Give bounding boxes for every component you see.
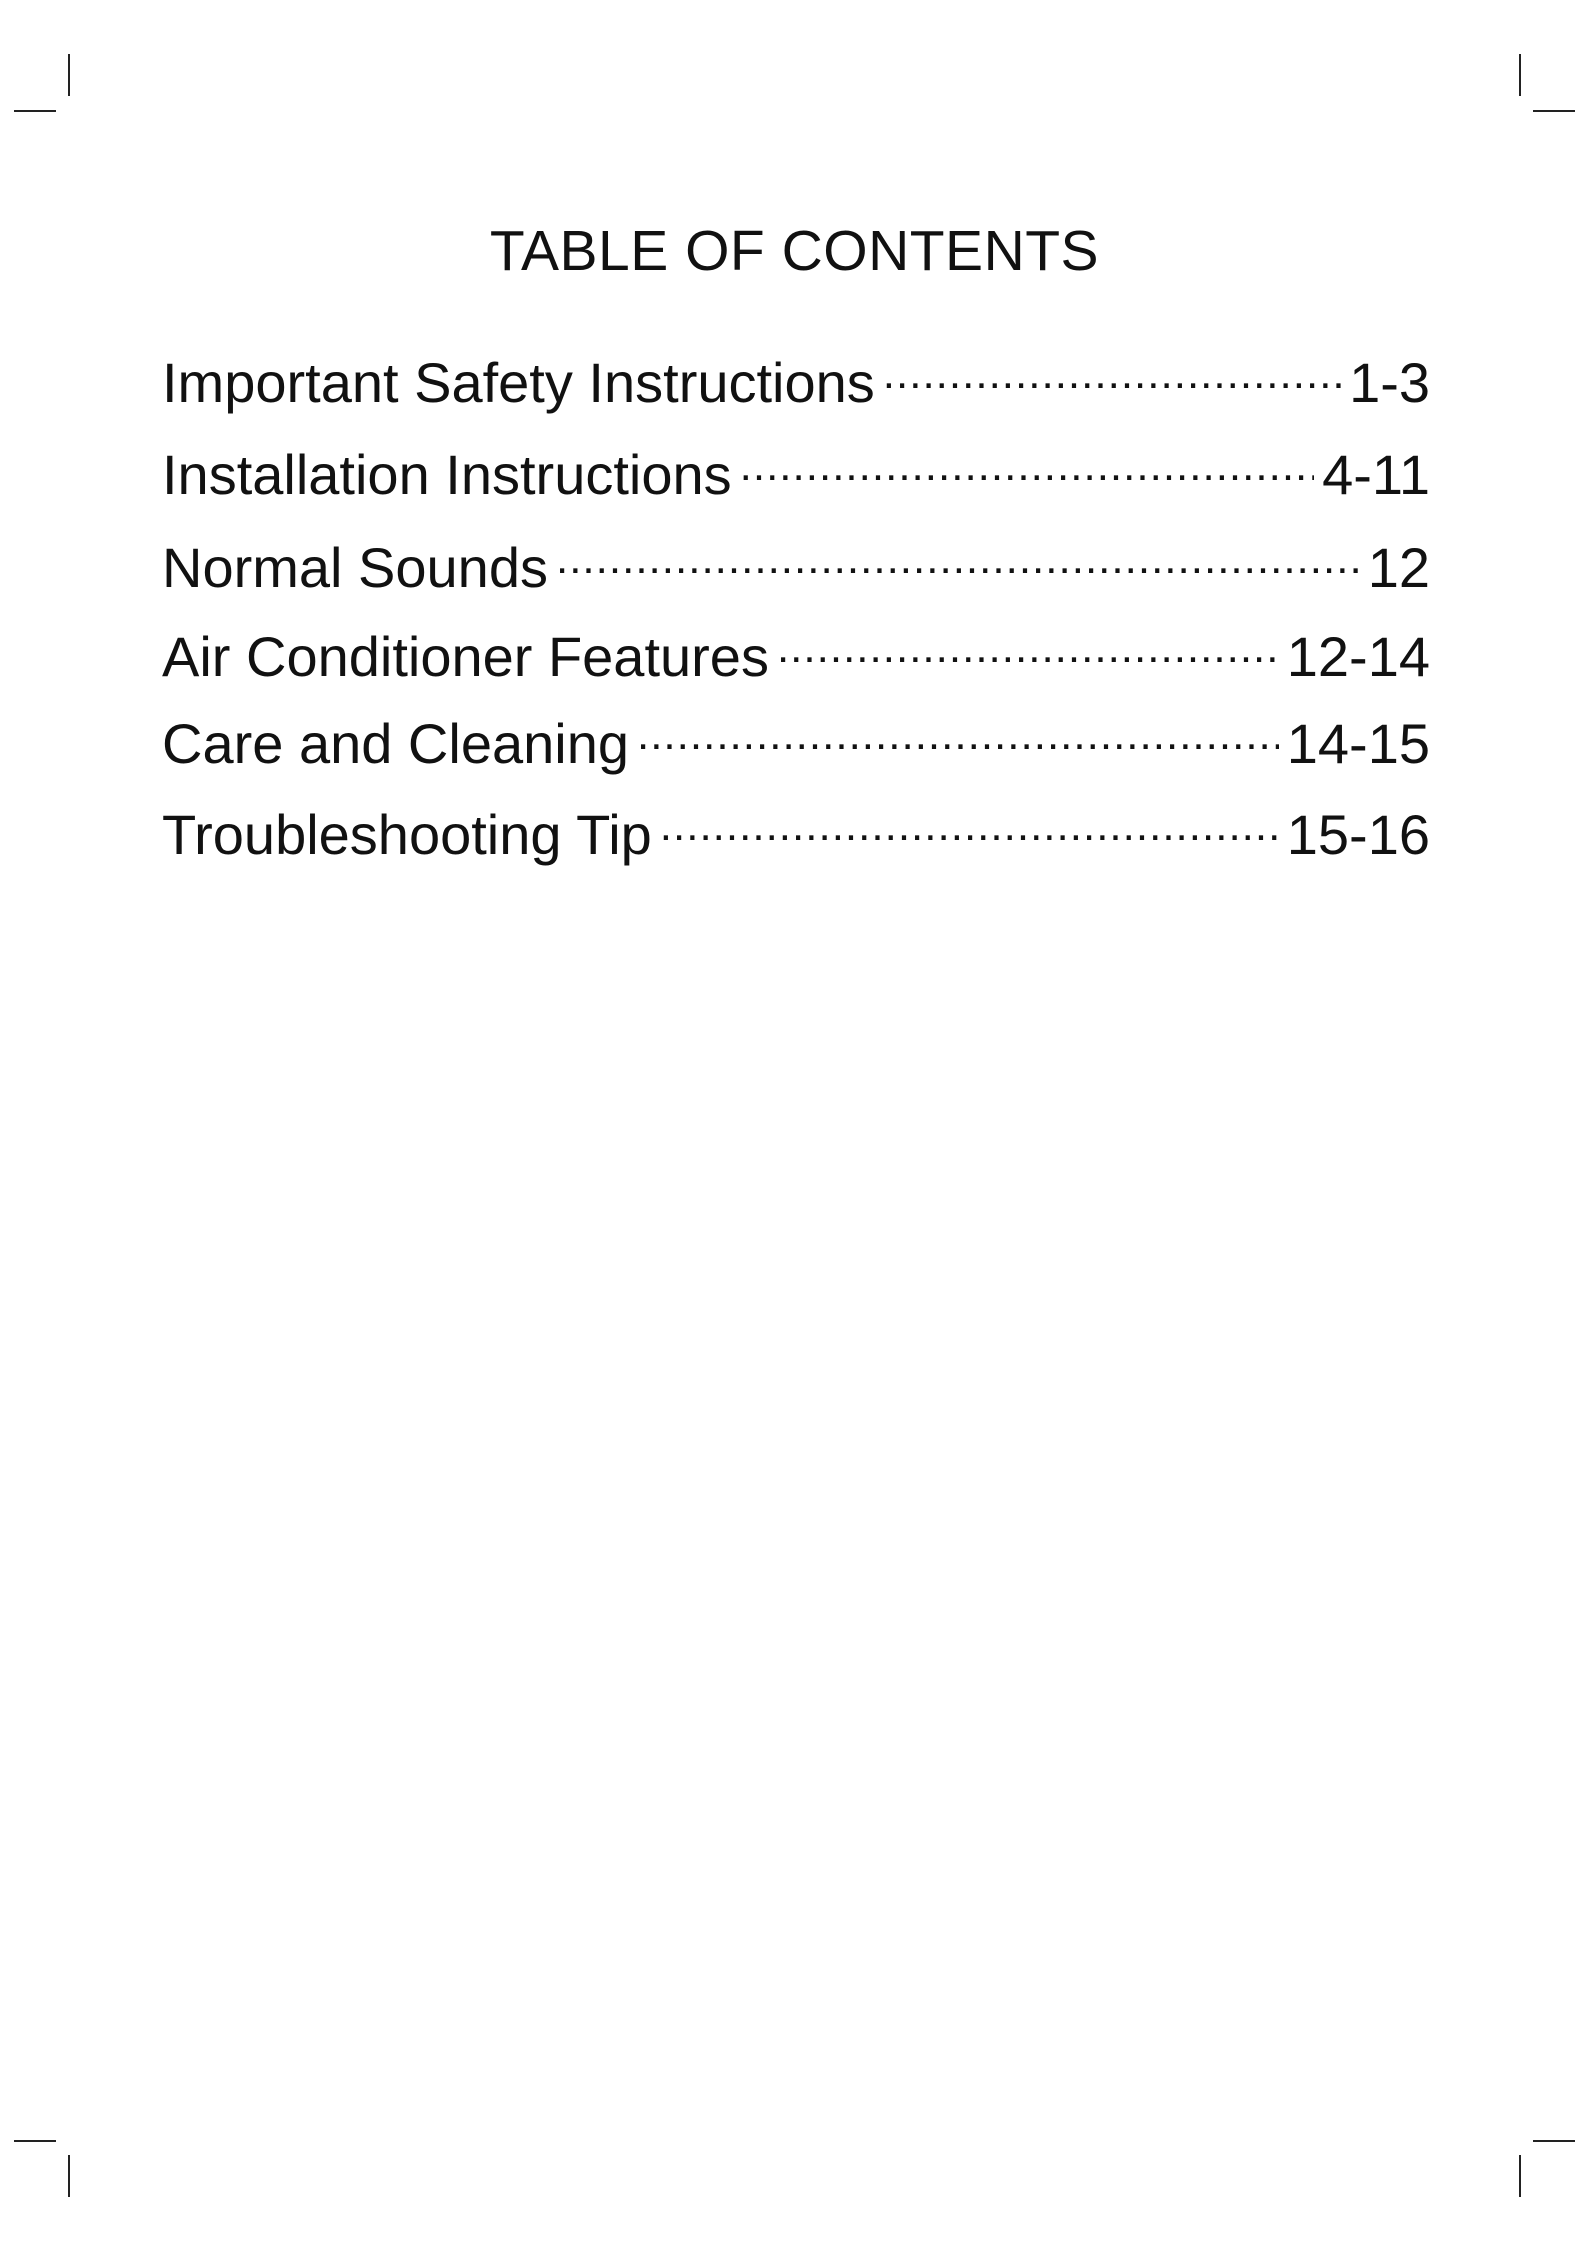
toc-entry-care-cleaning[interactable] <box>162 707 1430 775</box>
toc-list <box>162 338 1430 866</box>
page-title: TABLE OF CONTENTS <box>489 219 1100 283</box>
toc-dot-leader <box>637 707 1279 763</box>
toc-entry-installation[interactable] <box>162 438 1430 506</box>
toc-dot-leader <box>740 438 1314 494</box>
toc-entry-label: Important Safety Instructions <box>162 351 875 414</box>
crop-mark-top-right-vertical <box>1519 54 1521 96</box>
toc-dot-leader <box>556 531 1360 587</box>
toc-entry-pages: 4-11 <box>1322 443 1430 506</box>
toc-dot-leader <box>777 620 1279 676</box>
toc-entry-pages: 12-14 <box>1286 625 1430 688</box>
toc-entry-pages: 14-15 <box>1286 712 1430 775</box>
toc-entry-label: Normal Sounds <box>162 536 548 599</box>
toc-entry-normal-sounds[interactable] <box>162 531 1430 599</box>
toc-entry-label: Troubleshooting Tip <box>162 803 652 866</box>
toc-entry-troubleshooting[interactable] <box>162 798 1430 866</box>
crop-mark-bottom-left-vertical <box>68 2155 70 2197</box>
toc-dot-leader <box>883 346 1341 402</box>
toc-dot-leader <box>660 798 1279 854</box>
crop-mark-bottom-right-horizontal <box>1533 2140 1575 2142</box>
toc-entry-label: Installation Instructions <box>162 443 732 506</box>
toc-entry-label: Air Conditioner Features <box>162 625 769 688</box>
toc-entry-pages: 1-3 <box>1349 351 1430 414</box>
crop-mark-top-left-vertical <box>68 54 70 96</box>
crop-mark-top-right-horizontal <box>1533 110 1575 112</box>
toc-entry-label: Care and Cleaning <box>162 712 629 775</box>
toc-entry-pages: 12 <box>1367 536 1430 599</box>
crop-mark-bottom-left-horizontal <box>14 2140 56 2142</box>
toc-entry-pages: 15-16 <box>1286 803 1430 866</box>
toc-entry-safety[interactable] <box>162 346 1430 414</box>
toc-entry-features[interactable] <box>162 620 1430 688</box>
crop-mark-top-left-horizontal <box>14 110 56 112</box>
crop-mark-bottom-right-vertical <box>1519 2155 1521 2197</box>
